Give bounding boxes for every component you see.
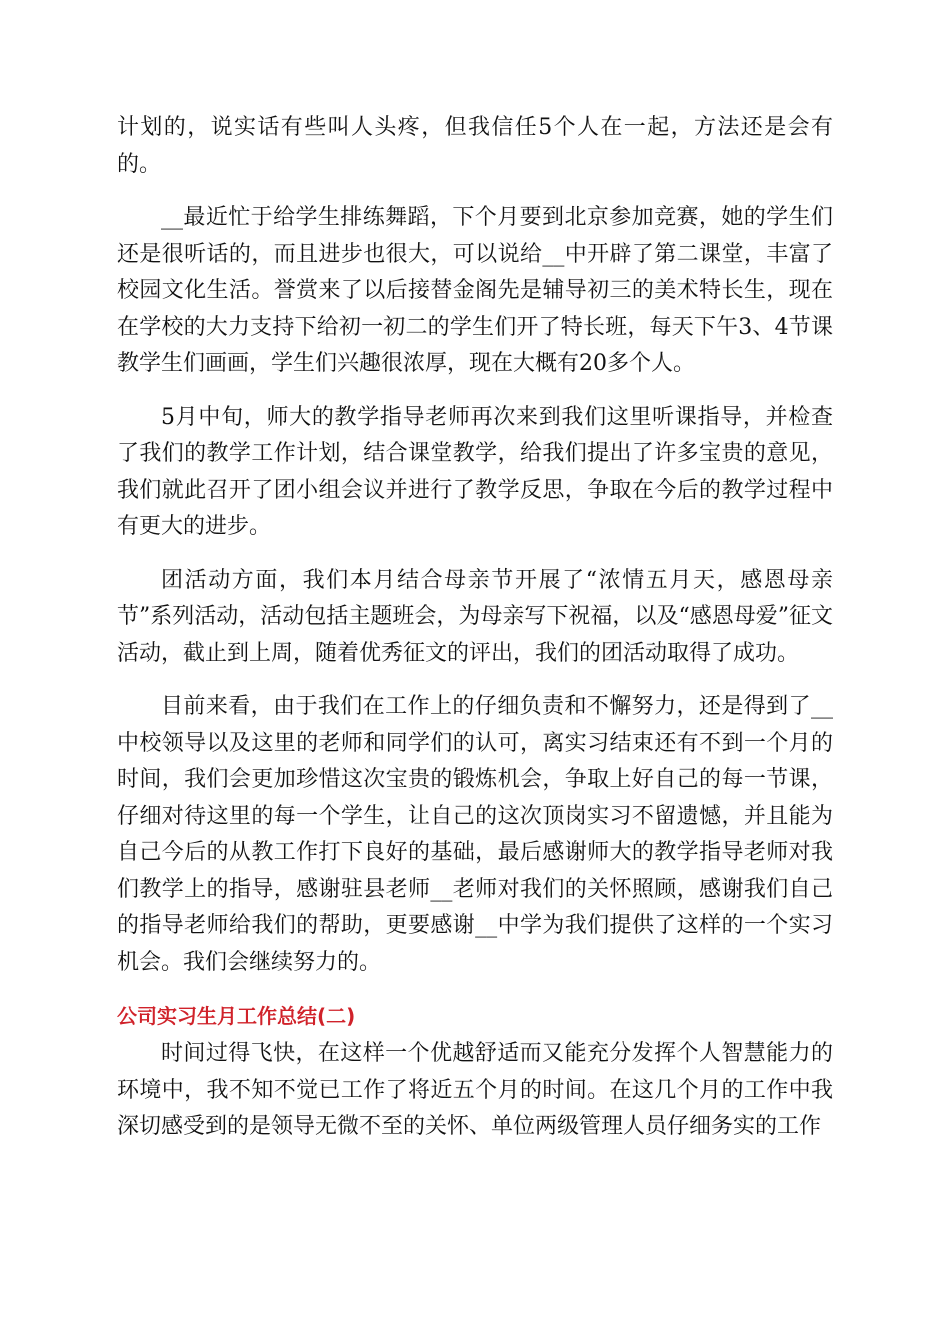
paragraph-section-two-intro: 时间过得飞快，在这样一个优越舒适而又能充分发挥个人智慧能力的环境中，我不知不觉已工作了将近五个月的时间。在这几个月的工作中我深切感受到的是领导无微不至的关怀、单位两级管理人员仔细务实的工作 [117,1041,833,1139]
paragraph-teaching-guidance: 5月中旬，师大的教学指导老师再次来到我们这里听课指导，并检查了我们的教学工作计划，结合课堂教学，给我们提出了许多宝贵的意见，我们就此召开了团小组会议并进行了教学反思，争取在今后的教学过程中有更大的进步。 [117,404,833,539]
paragraph-dance-art: __最近忙于给学生排练舞蹈，下个月要到北京参加竞赛，她的学生们还是很听话的，而且进步也很大，可以说给__中开辟了第二课堂，丰富了校园文化生活。誉赏来了以后接替金阁先是辅导初三的美术特长生，现在在学校的大力支持下给初一初二的学生们开了特长班，每天下午3、4节课教学生们画画，学生们兴趣很浓厚，现在大概有20多个人。 [117,205,833,376]
paragraph-league-activity: 团活动方面，我们本月结合母亲节开展了“浓情五月天，感恩母亲节”系列活动，活动包括主题班会，为母亲写下祝福，以及“感恩母爱”征文活动，截止到上周，随着优秀征文的评出，我们的团活动取得了成功。 [117,567,833,666]
paragraph-continuation: 计划的，说实话有些叫人头疼，但我信任5个人在一起，方法还是会有的。 [117,115,833,177]
document-body [117,110,833,1163]
paragraph-conclusion: 目前来看，由于我们在工作上的仔细负责和不懈努力，还是得到了__中校领导以及这里的老师和同学们的认可，离实习结束还有不到一个月的时间，我们会更加珍惜这次宝贵的锻炼机会，争取上好自己的每一节课，仔细对待这里的每一个学生，让自己的这次顶岗实习不留遗憾，并且能为自己今后的从教工作打下良好的基础，最后感谢师大的教学指导老师对我们教学上的指导，感谢驻县老师__老师对我们的关怀照顾，感谢我们自己的指导老师给我们的帮助，更要感谢__中学为我们提供了这样的一个实习机会。我们会继续努力的。 [117,694,833,975]
section-heading: 公司实习生月工作总结(二) [117,1004,356,1028]
